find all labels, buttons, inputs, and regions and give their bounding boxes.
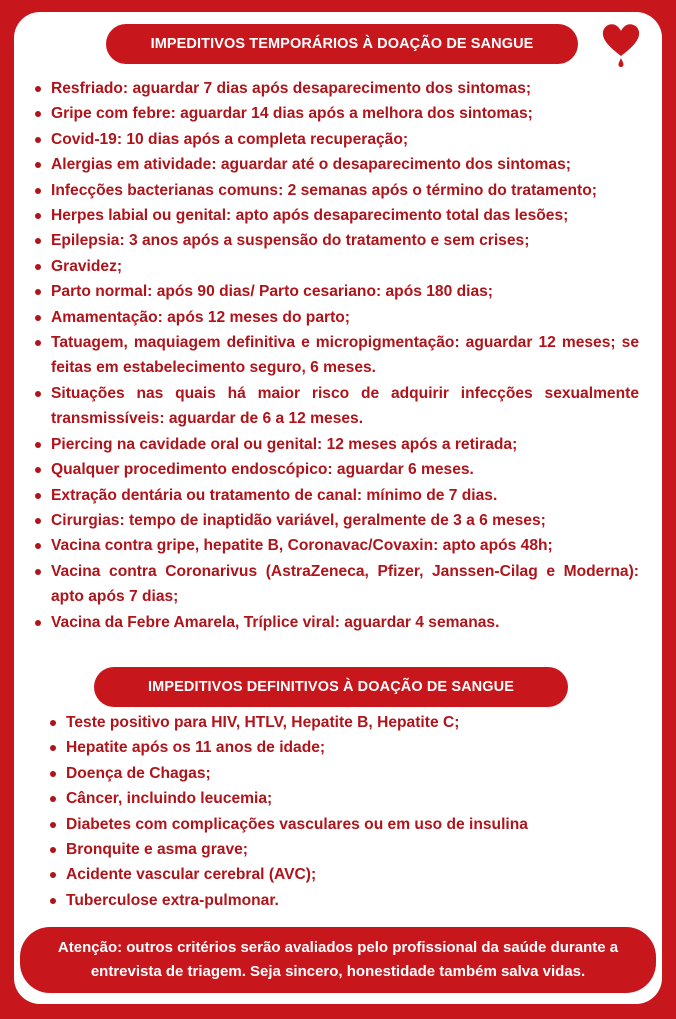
list-item: Tatuagem, maquiagem definitiva e micropigmentação: aguardar 12 meses; se feitas em estabelecimento seguro, 6 meses. bbox=[35, 330, 639, 381]
list-item: Parto normal: após 90 dias/ Parto cesariano: após 180 dias; bbox=[35, 279, 639, 304]
list-item: Qualquer procedimento endoscópico: aguardar 6 meses. bbox=[35, 457, 639, 482]
list-item: Bronquite e asma grave; bbox=[50, 837, 620, 862]
list-item: Infecções bacterianas comuns: 2 semanas após o término do tratamento; bbox=[35, 178, 639, 203]
list-item: Alergias em atividade: aguardar até o desaparecimento dos sintomas; bbox=[35, 152, 639, 177]
list-item: Doença de Chagas; bbox=[50, 761, 620, 786]
temporary-title: IMPEDITIVOS TEMPORÁRIOS À DOAÇÃO DE SANGUE bbox=[106, 24, 578, 64]
definitive-list bbox=[50, 710, 620, 913]
list-item: Gravidez; bbox=[35, 254, 639, 279]
list-item: Hepatite após os 11 anos de idade; bbox=[50, 735, 620, 760]
list-item: Resfriado: aguardar 7 dias após desaparecimento dos sintomas; bbox=[35, 76, 639, 101]
list-item: Extração dentária ou tratamento de canal: mínimo de 7 dias. bbox=[35, 483, 639, 508]
list-item: Câncer, incluindo leucemia; bbox=[50, 786, 620, 811]
definitive-title: IMPEDITIVOS DEFINITIVOS À DOAÇÃO DE SANGUE bbox=[94, 667, 568, 707]
list-item: Tuberculose extra-pulmonar. bbox=[50, 888, 620, 913]
heart-drop-icon bbox=[602, 22, 640, 68]
list-item: Vacina da Febre Amarela, Tríplice viral: aguardar 4 semanas. bbox=[35, 610, 639, 635]
list-item: Gripe com febre: aguardar 14 dias após a melhora dos sintomas; bbox=[35, 101, 639, 126]
list-item: Situações nas quais há maior risco de adquirir infecções sexualmente transmissíveis: aguardar de 6 a 12 meses. bbox=[35, 381, 639, 432]
list-item: Diabetes com complicações vasculares ou em uso de insulina bbox=[50, 812, 620, 837]
list-item: Amamentação: após 12 meses do parto; bbox=[35, 305, 639, 330]
list-item: Epilepsia: 3 anos após a suspensão do tratamento e sem crises; bbox=[35, 228, 639, 253]
attention-note: Atenção: outros critérios serão avaliados pelo profissional da saúde durante a entrevista de triagem. Seja sincero, honestidade também salva vidas. bbox=[57, 939, 619, 980]
list-item: Covid-19: 10 dias após a completa recuperação; bbox=[35, 127, 639, 152]
list-item: Teste positivo para HIV, HTLV, Hepatite B, Hepatite C; bbox=[50, 710, 620, 735]
list-item: Piercing na cavidade oral ou genital: 12 meses após a retirada; bbox=[35, 432, 639, 457]
temporary-list bbox=[35, 76, 639, 635]
list-item: Cirurgias: tempo de inaptidão variável, geralmente de 3 a 6 meses; bbox=[35, 508, 639, 533]
list-item: Vacina contra gripe, hepatite B, Coronavac/Covaxin: apto após 48h; bbox=[35, 533, 639, 558]
list-item: Acidente vascular cerebral (AVC); bbox=[50, 862, 620, 887]
list-item: Herpes labial ou genital: apto após desaparecimento total das lesões; bbox=[35, 203, 639, 228]
attention-banner bbox=[20, 927, 656, 993]
list-item: Vacina contra Coronarivus (AstraZeneca, Pfizer, Janssen-Cilag e Moderna): apto após 7 dias; bbox=[35, 559, 639, 610]
